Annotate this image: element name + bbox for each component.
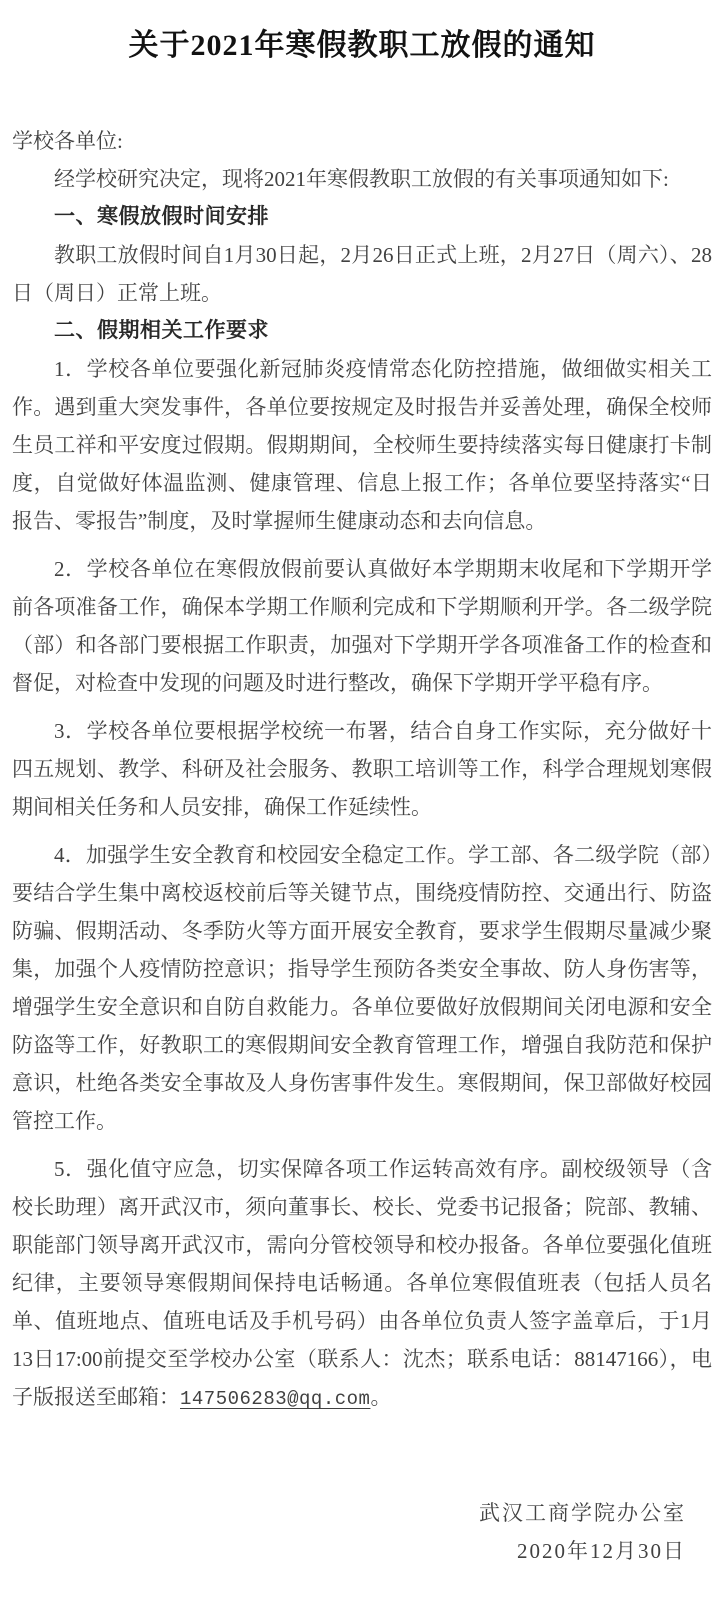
requirement-item-5-after: 。 [370, 1385, 392, 1409]
requirement-item-3: 3．学校各单位要根据学校统一布署，结合自身工作实际，充分做好十四五规划、教学、科研及社会服务、教职工培训等工作，科学合理规划寒假期间相关任务和人员安排，确保工作延续性。 [12, 719, 712, 819]
requirement-item-4: 4．加强学生安全教育和校园安全稳定工作。学工部、各二级学院（部）要结合学生集中离校返校前后等关键节点，围绕疫情防控、交通出行、防盗防骗、假期活动、冬季防火等方面开展安全教育，要求学生假期尽量减少聚集，加强个人疫情防控意识；指导学生预防各类安全事故、防人身伤害等，增强学生安全意识和自防自救能力。各单位要做好放假期间关闭电源和安全防盗等工作，好教职工的寒假期间安全教育管理工作，增强自我防范和保护意识，杜绝各类安全事故及人身伤害事件发生。寒假期间，保卫部做好校园管控工作。 [12, 843, 712, 1133]
email-link[interactable]: 147506283@qq.com [180, 1388, 371, 1410]
requirement-item-5 [12, 1150, 712, 1418]
salutation: 学校各单位: [12, 129, 123, 153]
requirement-item-5-text: 5．强化值守应急，切实保障各项工作运转高效有序。副校级领导（含校长助理）离开武汉市，须向董事长、校长、党委书记报备；院部、教辅、职能部门领导离开武汉市，需向分管校领导和校办报备。各单位要强化值班纪律，主要领导寒假期间保持电话畅通。各单位寒假值班表（包括人员名单、值班地点、值班电话及手机号码）由各单位负责人签字盖章后，于1月13日17:00前提交至学校办公室（联系人：沈杰；联系电话：88147166），电子版报送至邮箱： [12, 1157, 712, 1409]
section2-heading: 二、假期相关工作要求 [54, 319, 269, 342]
requirement-item-2: 2．学校各单位在寒假放假前要认真做好本学期期末收尾和下学期开学前各项准备工作，确保本学期工作顺利完成和下学期顺利开学。各二级学院（部）和各部门要根据工作职责，加强对下学期开学各项准备工作的检查和督促，对检查中发现的问题及时进行整改，确保下学期开学平稳有序。 [12, 557, 712, 695]
notice-title: 关于2021年寒假教职工放假的通知 [128, 29, 596, 62]
signature-block [12, 1494, 712, 1570]
signature-date: 2020年12月30日 [517, 1539, 686, 1563]
signature-org: 武汉工商学院办公室 [479, 1501, 686, 1525]
section1-heading: 一、寒假放假时间安排 [54, 205, 269, 228]
intro-paragraph: 经学校研究决定，现将2021年寒假教职工放假的有关事项通知如下: [54, 167, 669, 191]
requirement-item-1: 1．学校各单位要强化新冠肺炎疫情常态化防控措施，做细做实相关工作。遇到重大突发事件，各单位要按规定及时报告并妥善处理，确保全校师生员工祥和平安度过假期。假期期间，全校师生要持续落实每日健康打卡制度，自觉做好体温监测、健康管理、信息上报工作；各单位要坚持落实“日报告、零报告”制度，及时掌握师生健康动态和去向信息。 [12, 357, 712, 533]
section1-body: 教职工放假时间自1月30日起，2月26日正式上班，2月27日（周六）、28日（周日）正常上班。 [12, 243, 712, 305]
